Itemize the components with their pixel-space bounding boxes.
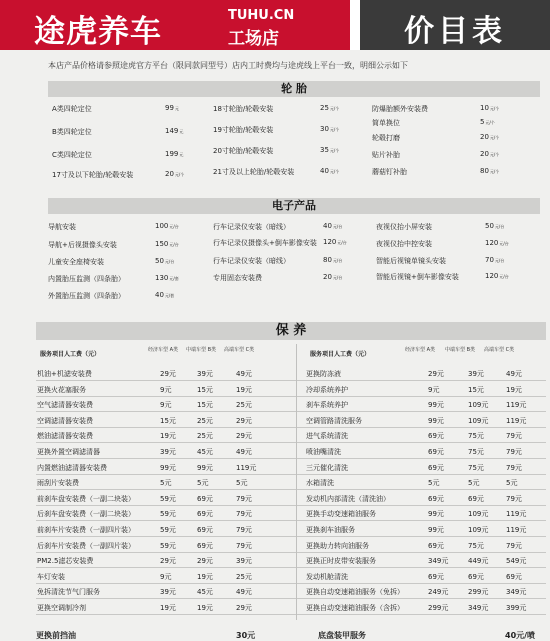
price-note: 本店产品价格请参照途虎官方平台（限同款同型号）店内工时费均与途虎线上平台一致，明细公示如下: [48, 61, 408, 70]
electronics-service-name: 行车记录仪安装（暗线）: [213, 223, 290, 231]
price-value: [165, 170, 184, 178]
price-unit: 元/套: [169, 276, 179, 281]
maintenance-item-name: 车灯安装: [37, 573, 65, 581]
price-class-c: 79元: [506, 495, 522, 503]
price-unit: 元/台: [332, 258, 343, 263]
class-header: 经济车型 A类: [148, 347, 179, 353]
maintenance-item-name: 更换自动变速箱油服务（免拆）: [306, 588, 404, 596]
maintenance-item-name: 更换助力转向油服务: [306, 542, 369, 550]
price-unit: 元/个: [329, 169, 340, 174]
price-class-a: 29元: [428, 370, 444, 378]
price-amount: 5: [480, 118, 485, 126]
electronics-service-name: 专用固态安装费: [213, 274, 262, 282]
price-amount: 50: [485, 222, 494, 230]
price-unit: 元/个: [489, 106, 500, 111]
price-class-c: 79元: [236, 510, 252, 518]
price-class-b: 109元: [468, 401, 489, 409]
footer-right-label: 底盘装甲服务: [318, 631, 366, 640]
price-amount: 120: [323, 238, 337, 246]
price-value: [155, 291, 174, 299]
row-divider: [36, 411, 546, 412]
maintenance-item-name: 空调管路清洗服务: [306, 417, 362, 425]
price-class-b: 75元: [468, 464, 484, 472]
price-class-b: 19元: [197, 604, 213, 612]
electronics-service-name: 内置胎压监测（四条胎）: [48, 275, 125, 283]
price-class-b: 75元: [468, 542, 484, 550]
electronics-service-name: 导航+后视摄像头安装: [48, 241, 117, 249]
price-amount: 40: [320, 167, 329, 175]
maintenance-item-name: 空气滤清器安装费: [37, 401, 93, 409]
class-header: 高端车型 C类: [484, 347, 515, 353]
price-class-a: 69元: [428, 464, 444, 472]
price-amount: 120: [485, 272, 499, 280]
price-class-a: 99元: [428, 510, 444, 518]
maintenance-item-name: 后刹车盘安装费（一副二块装）: [37, 510, 135, 518]
price-amount: 40: [155, 291, 164, 299]
price-class-a: 9元: [160, 386, 172, 394]
price-class-a: 9元: [160, 401, 172, 409]
electronics-service-name: 导航安装: [48, 223, 76, 231]
maintenance-item-name: 三元催化清洗: [306, 464, 348, 472]
price-value: [323, 273, 342, 281]
class-header: 中端车型 B类: [445, 347, 476, 353]
price-class-c: 119元: [506, 526, 527, 534]
price-class-c: 119元: [236, 464, 257, 472]
row-divider: [36, 536, 546, 537]
electronics-service-name: 行车记录仪摄像头+倒车影像安装: [213, 239, 317, 247]
price-class-b: 109元: [468, 510, 489, 518]
price-class-c: 49元: [506, 370, 522, 378]
class-header: 中端车型 B类: [186, 347, 217, 353]
price-unit: 元/个: [489, 169, 500, 174]
price-class-a: 99元: [428, 401, 444, 409]
price-value: [485, 239, 509, 247]
store-name: 工场店: [228, 29, 279, 49]
price-amount: 80: [323, 256, 332, 264]
price-class-a: 99元: [428, 526, 444, 534]
row-divider: [36, 520, 546, 521]
maintenance-item-name: 后刹车片安装费（一副四片装）: [37, 542, 135, 550]
price-amount: 10: [480, 104, 489, 112]
price-class-a: 69元: [428, 542, 444, 550]
price-amount: 199: [165, 150, 179, 158]
tire-service-name: 蘑菇钉补胎: [372, 168, 407, 176]
price-class-a: 99元: [428, 417, 444, 425]
title-banner: [360, 0, 550, 50]
electronics-service-name: 夜视仪抬小屏安装: [376, 223, 432, 231]
price-amount: 30: [320, 125, 329, 133]
row-divider: [36, 474, 546, 475]
price-unit: 元/台: [332, 224, 343, 229]
maintenance-item-name: 免拆清洗节气门服务: [37, 588, 100, 596]
price-unit: 元/台: [169, 242, 179, 247]
class-header: 高端车型 C类: [224, 347, 255, 353]
price-value: [485, 272, 509, 280]
price-class-b: 15元: [197, 386, 213, 394]
electronics-service-name: 智能后视镜单镜头安装: [376, 257, 446, 265]
maintenance-item-name: 更换外置空调滤清器: [37, 448, 100, 456]
maintenance-left-header: 服务项目人工费（元）: [40, 351, 101, 358]
price-class-a: 5元: [160, 479, 172, 487]
price-class-a: 349元: [428, 557, 449, 565]
price-value: [165, 150, 183, 158]
maintenance-item-name: 内置燃油滤清器安装费: [37, 464, 107, 472]
tire-service-name: 轮毂打磨: [372, 134, 400, 142]
price-unit: 元/台: [494, 258, 505, 263]
price-amount: 99: [165, 104, 174, 112]
electronics-service-name: 儿童安全座椅安装: [48, 258, 104, 266]
price-value: [155, 257, 174, 265]
price-class-b: 69元: [197, 495, 213, 503]
price-class-b: 109元: [468, 526, 489, 534]
price-unit: 元/个: [485, 120, 495, 125]
price-unit: 元: [174, 106, 179, 111]
price-value: [480, 118, 495, 126]
price-class-b: 45元: [197, 448, 213, 456]
price-value: [480, 150, 499, 158]
price-class-a: 29元: [160, 370, 176, 378]
price-value: [320, 125, 339, 133]
electronics-section-title: 电子产品: [48, 198, 540, 214]
row-divider: [36, 614, 546, 615]
price-value: [320, 104, 339, 112]
price-class-a: 69元: [428, 432, 444, 440]
price-value: [480, 104, 499, 112]
price-class-b: 69元: [197, 542, 213, 550]
electronics-service-name: 智能后视镜+倒车影像安装: [376, 273, 459, 281]
price-class-b: 69元: [468, 495, 484, 503]
price-class-c: 79元: [506, 432, 522, 440]
price-unit: 元: [179, 152, 184, 157]
price-unit: 元/台: [169, 224, 179, 229]
price-unit: 元/个: [489, 152, 500, 157]
price-class-a: 5元: [428, 479, 440, 487]
price-class-b: 15元: [197, 401, 213, 409]
electronics-service-name: 行车记录仪安装（暗线）: [213, 257, 290, 265]
price-unit: 元/台: [332, 275, 343, 280]
price-amount: 100: [155, 222, 169, 230]
price-class-b: 449元: [468, 557, 489, 565]
price-class-b: 15元: [468, 386, 484, 394]
electronics-service-name: 夜视仪抬中控安装: [376, 240, 432, 248]
price-class-c: 79元: [506, 464, 522, 472]
maintenance-item-name: 雨刮片安装费: [37, 479, 79, 487]
brand-banner: [0, 0, 350, 50]
maintenance-section-title: 保 养: [36, 322, 546, 340]
price-class-a: 9元: [428, 386, 440, 394]
price-value: [155, 274, 179, 282]
price-class-b: 5元: [197, 479, 209, 487]
price-unit: 元/台: [494, 224, 505, 229]
maintenance-item-name: 前刹车盘安装费（一副二块装）: [37, 495, 135, 503]
tire-service-name: 21寸及以上轮胎/轮毂安装: [213, 168, 295, 176]
tire-service-name: 防爆胎额外安装费: [372, 105, 428, 113]
price-class-b: 75元: [468, 448, 484, 456]
price-class-a: 15元: [160, 417, 176, 425]
price-class-a: 9元: [160, 573, 172, 581]
price-class-c: 5元: [506, 479, 518, 487]
price-class-c: 119元: [506, 401, 527, 409]
price-class-a: 299元: [428, 604, 449, 612]
maintenance-item-name: 机油+机滤安装费: [37, 370, 92, 378]
maintenance-item-name: 更换刹车油服务: [306, 526, 355, 534]
row-divider: [36, 396, 546, 397]
maintenance-item-name: PM2.5滤芯安装费: [37, 557, 94, 565]
maintenance-item-name: 发动机舱清洗: [306, 573, 348, 581]
price-amount: 20: [480, 150, 489, 158]
price-unit: 元/个: [329, 106, 340, 111]
price-unit: 元/台: [499, 241, 509, 246]
footer-left-price: 30元: [236, 631, 256, 640]
price-amount: 120: [485, 239, 499, 247]
price-value: [155, 222, 179, 230]
price-class-a: 69元: [428, 495, 444, 503]
price-class-b: 25元: [197, 432, 213, 440]
price-class-c: 79元: [236, 542, 252, 550]
row-divider: [36, 427, 546, 428]
price-class-c: 25元: [236, 401, 252, 409]
price-class-a: 69元: [428, 448, 444, 456]
tires-section-title: 轮 胎: [48, 81, 540, 97]
price-amount: 80: [480, 167, 489, 175]
price-amount: 149: [165, 127, 179, 135]
price-amount: 150: [155, 240, 169, 248]
maintenance-item-name: 更换火花塞服务: [37, 386, 86, 394]
price-amount: 40: [323, 222, 332, 230]
price-value: [323, 222, 342, 230]
price-class-b: 5元: [468, 479, 480, 487]
price-class-a: 19元: [160, 604, 176, 612]
price-class-c: 19元: [506, 386, 522, 394]
tire-service-name: 简单换位: [372, 119, 400, 127]
price-class-b: 109元: [468, 417, 489, 425]
price-class-b: 69元: [197, 510, 213, 518]
price-class-b: 69元: [197, 526, 213, 534]
maintenance-item-name: 更换正时皮带安装服务: [306, 557, 376, 565]
price-value: [480, 167, 499, 175]
price-amount: 20: [323, 273, 332, 281]
price-class-c: 29元: [236, 432, 252, 440]
maintenance-item-name: 刹车系统养护: [306, 401, 348, 409]
price-class-c: 49元: [236, 370, 252, 378]
price-class-c: 79元: [236, 526, 252, 534]
price-class-b: 299元: [468, 588, 489, 596]
price-class-c: 79元: [506, 542, 522, 550]
price-class-a: 69元: [428, 573, 444, 581]
price-class-b: 39元: [197, 370, 213, 378]
price-value: [165, 104, 179, 112]
maintenance-item-name: 燃油滤清器安装费: [37, 432, 93, 440]
price-class-a: 99元: [160, 464, 176, 472]
tire-service-name: 贴片补胎: [372, 151, 400, 159]
tire-service-name: A类四轮定位: [52, 105, 92, 113]
row-divider: [36, 505, 546, 506]
price-value: [480, 133, 499, 141]
price-class-c: 349元: [506, 588, 527, 596]
maintenance-item-name: 进气系统清洗: [306, 432, 348, 440]
price-value: [320, 146, 339, 154]
maintenance-item-name: 发动机内部清洗（清洗油）: [306, 495, 390, 503]
price-class-c: 79元: [506, 448, 522, 456]
price-amount: 25: [320, 104, 329, 112]
tire-service-name: 18寸轮胎/轮毂安装: [213, 105, 274, 113]
price-class-c: 79元: [236, 495, 252, 503]
price-value: [165, 127, 183, 135]
document-title: 价目表: [404, 14, 506, 49]
price-value: [323, 238, 347, 246]
price-amount: 130: [155, 274, 169, 282]
maintenance-item-name: 空调滤清器安装费: [37, 417, 93, 425]
header: [0, 0, 550, 50]
price-class-c: 399元: [506, 604, 527, 612]
price-unit: 元/个: [174, 172, 185, 177]
price-class-a: 39元: [160, 588, 176, 596]
price-class-a: 19元: [160, 432, 176, 440]
price-unit: 元/个: [329, 148, 340, 153]
price-class-b: 349元: [468, 604, 489, 612]
row-divider: [36, 583, 546, 584]
maintenance-item-name: 前刹车片安装费（一副四片装）: [37, 526, 135, 534]
footer-right-price: 40元/喷: [505, 631, 536, 640]
price-value: [485, 256, 504, 264]
maintenance-item-name: 水箱清洗: [306, 479, 334, 487]
price-class-b: 39元: [468, 370, 484, 378]
price-unit: 元/台: [164, 259, 175, 264]
price-class-c: 29元: [236, 604, 252, 612]
column-divider: [296, 344, 297, 620]
price-class-a: 59元: [160, 526, 176, 534]
price-class-b: 19元: [197, 573, 213, 581]
price-unit: 元/个: [329, 127, 340, 132]
maintenance-item-name: 更换空调制冷剂: [37, 604, 86, 612]
price-class-a: 249元: [428, 588, 449, 596]
tire-service-name: C类四轮定位: [52, 151, 92, 159]
maintenance-item-name: 更换手动变速箱油服务: [306, 510, 376, 518]
maintenance-right-header: 服务项目人工费（元）: [310, 351, 371, 358]
price-class-c: 119元: [506, 510, 527, 518]
class-header: 经济车型 A类: [405, 347, 436, 353]
price-class-b: 69元: [468, 573, 484, 581]
price-class-c: 49元: [236, 588, 252, 596]
price-class-c: 39元: [236, 557, 252, 565]
price-value: [320, 167, 339, 175]
row-divider: [36, 442, 546, 443]
price-class-c: 119元: [506, 417, 527, 425]
price-class-a: 59元: [160, 542, 176, 550]
price-value: [155, 240, 179, 248]
tire-service-name: 17寸及以下轮胎/轮毂安装: [52, 171, 134, 179]
maintenance-item-name: 更换防冻液: [306, 370, 341, 378]
price-class-c: 549元: [506, 557, 527, 565]
price-unit: 元/台: [337, 240, 347, 245]
row-divider: [36, 489, 546, 490]
price-class-c: 69元: [506, 573, 522, 581]
price-value: [323, 256, 342, 264]
price-unit: 元/个: [489, 135, 500, 140]
price-class-a: 39元: [160, 448, 176, 456]
brand-domain: TUHU.CN: [228, 8, 295, 23]
price-amount: 20: [165, 170, 174, 178]
price-class-b: 25元: [197, 417, 213, 425]
price-class-b: 99元: [197, 464, 213, 472]
price-class-c: 5元: [236, 479, 248, 487]
maintenance-item-name: 喷油嘴清洗: [306, 448, 341, 456]
tire-service-name: 20寸轮胎/轮毂安装: [213, 147, 274, 155]
price-amount: 70: [485, 256, 494, 264]
price-amount: 20: [480, 133, 489, 141]
tire-service-name: B类四轮定位: [52, 128, 92, 136]
price-class-a: 59元: [160, 510, 176, 518]
maintenance-item-name: 更换自动变速箱油服务（含拆）: [306, 604, 404, 612]
price-class-a: 59元: [160, 495, 176, 503]
price-unit: 元/套: [164, 293, 175, 298]
maintenance-item-name: 冷却系统养护: [306, 386, 348, 394]
price-class-c: 19元: [236, 386, 252, 394]
price-unit: 元: [179, 129, 184, 134]
row-divider: [36, 380, 546, 381]
row-divider: [36, 567, 546, 568]
price-unit: 元/台: [499, 274, 509, 279]
electronics-service-name: 外置胎压监测（四条胎）: [48, 292, 125, 300]
row-divider: [36, 598, 546, 599]
row-divider: [36, 458, 546, 459]
price-class-b: 75元: [468, 432, 484, 440]
price-class-c: 25元: [236, 573, 252, 581]
price-class-c: 29元: [236, 417, 252, 425]
price-class-a: 29元: [160, 557, 176, 565]
price-amount: 35: [320, 146, 329, 154]
price-class-b: 29元: [197, 557, 213, 565]
row-divider: [36, 552, 546, 553]
price-class-c: 49元: [236, 448, 252, 456]
brand-name: 途虎养车: [34, 14, 162, 50]
footer-left-label: 更换前挡油: [36, 631, 76, 640]
price-amount: 50: [155, 257, 164, 265]
tire-service-name: 19寸轮胎/轮毂安装: [213, 126, 274, 134]
price-value: [485, 222, 504, 230]
price-class-b: 45元: [197, 588, 213, 596]
